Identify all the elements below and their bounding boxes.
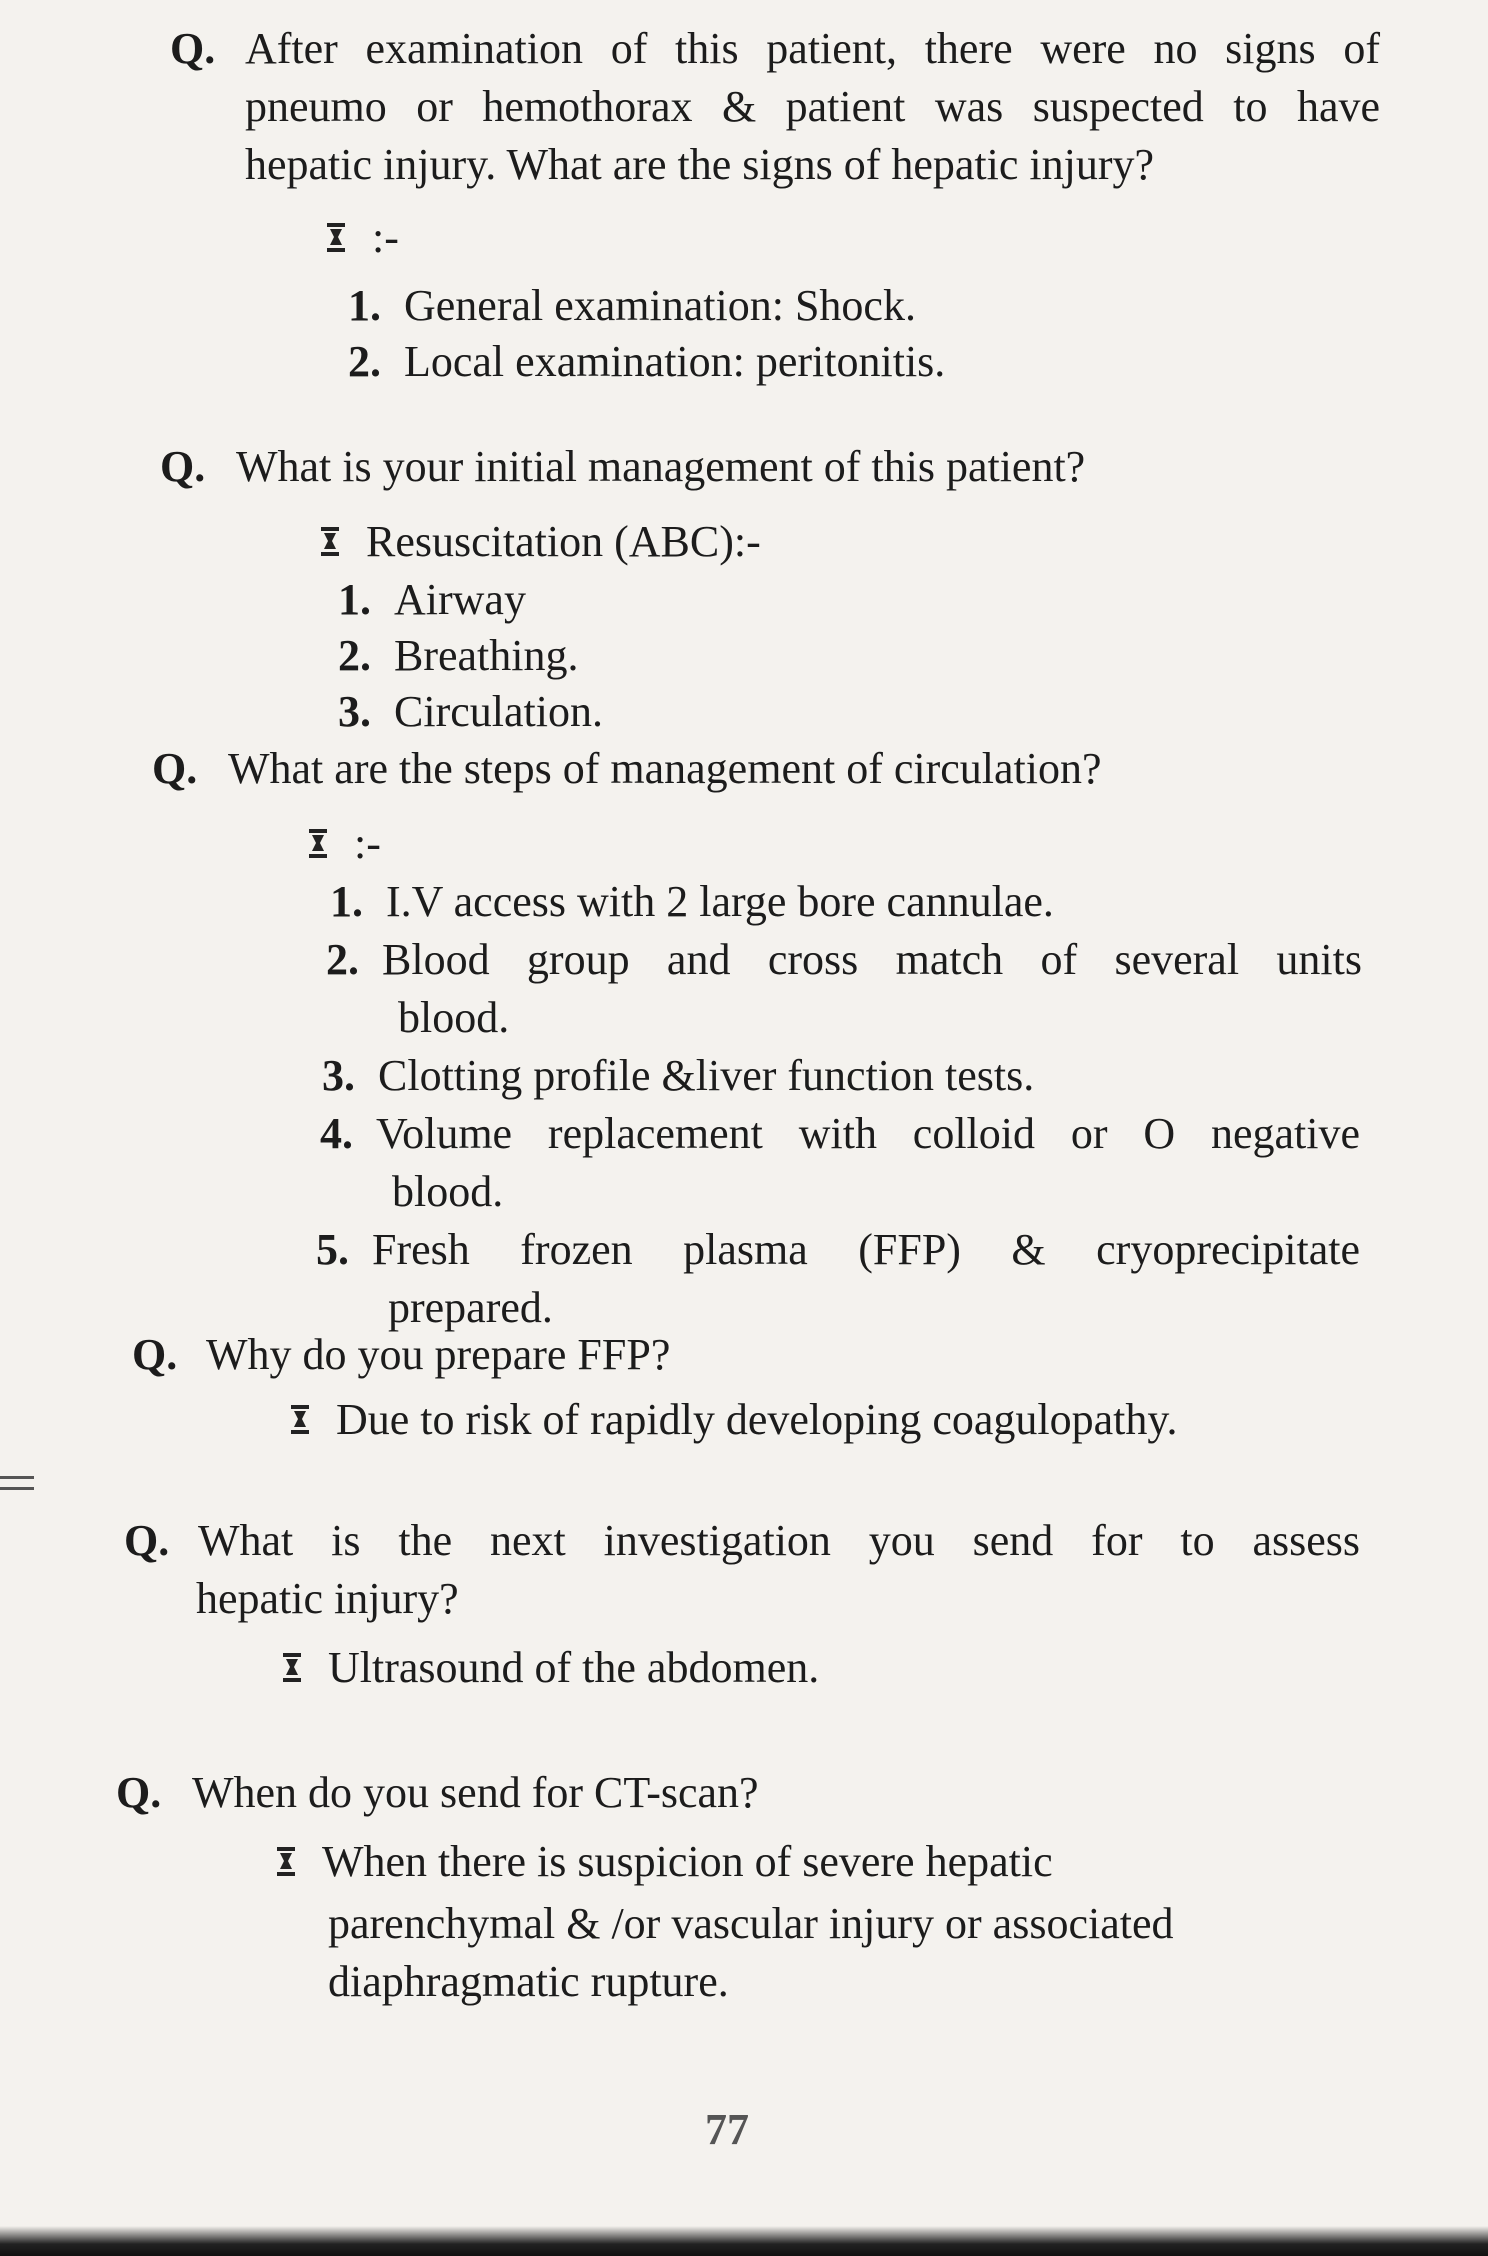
answer-text: :- bbox=[372, 213, 399, 262]
list-text: Clotting profile &liver function tests. bbox=[378, 1051, 1035, 1100]
answer-head bbox=[308, 816, 381, 872]
question-block-2 bbox=[0, 438, 1488, 736]
question-text: What is your initial management of this patient? bbox=[236, 442, 1086, 491]
question-text: After examination of this patient, there were no signs of bbox=[245, 24, 1380, 73]
question-block-6 bbox=[0, 1764, 1488, 2006]
answer-text: When there is suspicion of severe hepatic bbox=[322, 1837, 1053, 1886]
answer-icon bbox=[276, 1847, 296, 1877]
list-text: Airway bbox=[394, 575, 526, 624]
list-item bbox=[338, 628, 579, 684]
question-text: When do you send for CT-scan? bbox=[192, 1768, 759, 1817]
list-item bbox=[322, 1048, 1034, 1104]
question-text: hepatic injury? bbox=[196, 1574, 459, 1623]
question-line bbox=[0, 1764, 1488, 1822]
list-number: 1. bbox=[338, 575, 371, 624]
answer-icon bbox=[308, 829, 328, 859]
list-item bbox=[330, 874, 1054, 930]
question-text: What is the next investigation you send for to assess bbox=[198, 1516, 1360, 1565]
answer-icon bbox=[282, 1653, 302, 1683]
question-line bbox=[0, 1326, 1488, 1384]
list-text: Breathing. bbox=[394, 631, 579, 680]
answer-continuation: parenchymal & /or vascular injury or associated bbox=[328, 1899, 1174, 1948]
question-block-4 bbox=[0, 1326, 1488, 1444]
answer-head bbox=[320, 514, 761, 570]
question-block-1 bbox=[0, 20, 1488, 386]
list-number: 5. bbox=[316, 1225, 349, 1274]
list-number: 2. bbox=[348, 337, 381, 386]
page-number: 77 bbox=[705, 2105, 749, 2154]
list-text: General examination: Shock. bbox=[404, 281, 916, 330]
question-label: Q. bbox=[152, 744, 198, 793]
question-block-5 bbox=[0, 1512, 1488, 1692]
answer-text: Due to risk of rapidly developing coagulopathy. bbox=[336, 1395, 1178, 1444]
list-item bbox=[348, 334, 945, 390]
question-label: Q. bbox=[160, 442, 206, 491]
list-item bbox=[320, 1106, 1360, 1162]
answer-head bbox=[282, 1640, 819, 1696]
list-continuation: blood. bbox=[392, 1167, 504, 1216]
question-text: hepatic injury. What are the signs of hepatic injury? bbox=[245, 140, 1155, 189]
list-number: 2. bbox=[326, 935, 359, 984]
list-text: Circulation. bbox=[394, 687, 603, 736]
question-text: Why do you prepare FFP? bbox=[206, 1330, 671, 1379]
list-item bbox=[338, 684, 603, 740]
list-continuation: prepared. bbox=[388, 1283, 553, 1332]
list-text: Blood group and cross match of several units bbox=[382, 935, 1362, 984]
list-number: 1. bbox=[330, 877, 363, 926]
answer-head bbox=[276, 1834, 1053, 1890]
list-number: 2. bbox=[338, 631, 371, 680]
list-text: I.V access with 2 large bore cannulae. bbox=[386, 877, 1054, 926]
answer-text: Resuscitation (ABC):- bbox=[366, 517, 761, 566]
list-number: 1. bbox=[348, 281, 381, 330]
question-text: pneumo or hemothorax & patient was suspected to have bbox=[245, 82, 1380, 131]
list-item bbox=[316, 1222, 1360, 1278]
question-text: What are the steps of management of circulation? bbox=[228, 744, 1102, 793]
list-text: Volume replacement with colloid or O negative bbox=[376, 1109, 1360, 1158]
answer-head bbox=[290, 1392, 1178, 1448]
question-block-3 bbox=[0, 740, 1488, 1332]
answer-text: :- bbox=[354, 819, 381, 868]
list-item bbox=[348, 278, 916, 334]
list-number: 3. bbox=[338, 687, 371, 736]
question-label: Q. bbox=[124, 1516, 170, 1565]
answer-continuation: diaphragmatic rupture. bbox=[328, 1957, 729, 2006]
list-text: Fresh frozen plasma (FFP) & cryoprecipitate bbox=[372, 1225, 1360, 1274]
list-item bbox=[326, 932, 1362, 988]
list-number: 4. bbox=[320, 1109, 353, 1158]
question-line bbox=[0, 1512, 1488, 1570]
question-label: Q. bbox=[132, 1330, 178, 1379]
question-line bbox=[0, 438, 1488, 496]
list-continuation: blood. bbox=[398, 993, 510, 1042]
answer-icon bbox=[290, 1405, 310, 1435]
answer-icon bbox=[326, 223, 346, 253]
list-item bbox=[338, 572, 526, 628]
answer-icon bbox=[320, 527, 340, 557]
question-line bbox=[0, 20, 1488, 78]
list-text: Local examination: peritonitis. bbox=[404, 337, 946, 386]
list-number: 3. bbox=[322, 1051, 355, 1100]
margin-mark bbox=[0, 1476, 34, 1490]
question-label: Q. bbox=[170, 24, 216, 73]
answer-head bbox=[326, 210, 399, 266]
question-label: Q. bbox=[116, 1768, 162, 1817]
question-line bbox=[0, 740, 1488, 798]
page-edge-shadow bbox=[0, 2226, 1488, 2256]
answer-text: Ultrasound of the abdomen. bbox=[328, 1643, 820, 1692]
